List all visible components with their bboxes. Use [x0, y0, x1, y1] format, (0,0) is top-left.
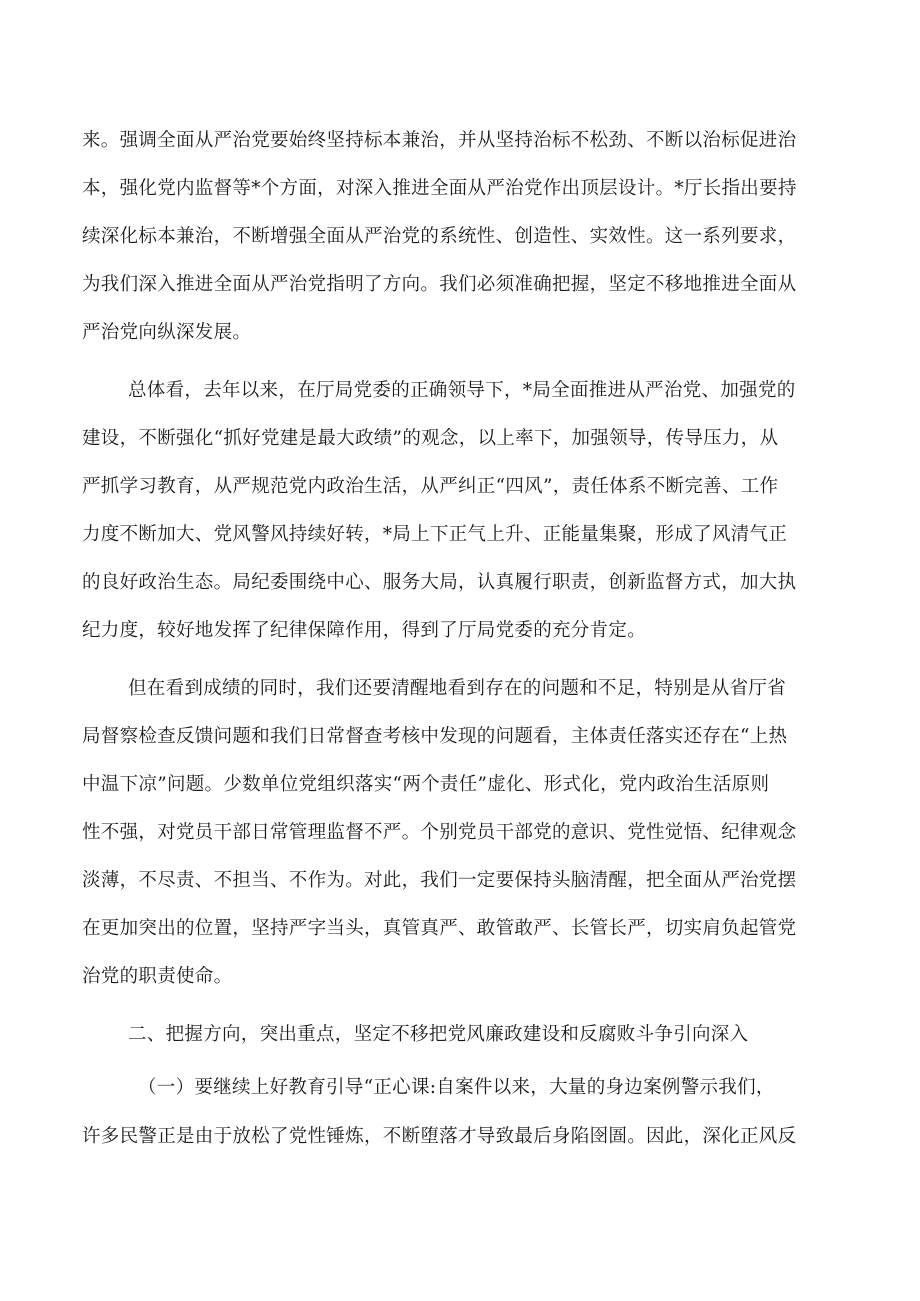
paragraph-line: 许多民警正是由于放松了党性锤炼，不断堕落才导致最后身陷囹圄。因此，深化正风反 [82, 1126, 797, 1147]
paragraph-line: 在更加突出的位置，坚持严字当头，真管真严、敢管敢严、长管长严，切实肩负起管党 [82, 918, 797, 939]
paragraph-line: 性不强，对党员干部日常管理监督不严。个别党员干部党的意识、党性觉悟、纪律观念 [82, 822, 797, 843]
paragraph-line: 建设，不断强化“抓好党建是最大政绩”的观念，以上率下，加强领导，传导压力，从 [82, 428, 779, 449]
paragraph-line: 淡薄，不尽责、不担当、不作为。对此，我们一定要保持头脑清醒，把全面从严治党摆 [82, 870, 797, 891]
paragraph-line: 来。强调全面从严治党要始终坚持标本兼治，并从坚持治标不松劲、不断以治标促进治 [82, 130, 797, 151]
paragraph-line: 局督察检查反馈问题和我们日常督查考核中发现的问题看，主体责任落实还存在“上热 [82, 726, 788, 747]
paragraph-line: 严治党向纵深发展。 [82, 322, 252, 343]
paragraph-line: 治党的职责使命。 [82, 966, 233, 987]
paragraph-line: 的良好政治生态。局纪委围绕中心、服务大局，认真履行职责，创新监督方式，加大执 [82, 572, 797, 593]
paragraph-line: 纪力度，较好地发挥了纪律保障作用，得到了厅局党委的充分肯定。 [82, 620, 647, 641]
paragraph-line: 本，强化党内监督等*个方面，对深入推进全面从严治党作出顶层设计。*厅长指出要持 [82, 178, 797, 199]
heading-line: 二、把握方向，突出重点，坚定不移把党风廉政建设和反腐败斗争引向深入 [128, 1024, 749, 1045]
paragraph-line: 力度不断加大、党风警风持续好转，*局上下正气上升、正能量集聚，形成了风清气正 [82, 524, 788, 545]
paragraph-line: 总体看，去年以来，在厅局党委的正确领导下，*局全面推进从严治党、加强党的 [128, 380, 796, 401]
paragraph-line: 为我们深入推进全面从严治党指明了方向。我们必须准确把握，坚定不移地推进全面从 [82, 274, 797, 295]
paragraph-line: 但在看到成绩的同时，我们还要清醒地看到存在的问题和不足，特别是从省厅省 [128, 678, 787, 699]
paragraph-line: 中温下凉”问题。少数单位党组织落实“两个责任”虚化、形式化，党内政治生活原则 [82, 774, 770, 795]
paragraph-line: 严抓学习教育，从严规范党内政治生活，从严纠正“四风”，责任体系不断完善、工作 [82, 476, 779, 497]
paragraph-line: （一）要继续上好教育引导“正心课:自案件以来，大量的身边案例警示我们， [138, 1077, 775, 1098]
paragraph-line: 续深化标本兼治，不断增强全面从严治党的系统性、创造性、实效性。这一系列要求， [82, 226, 797, 247]
